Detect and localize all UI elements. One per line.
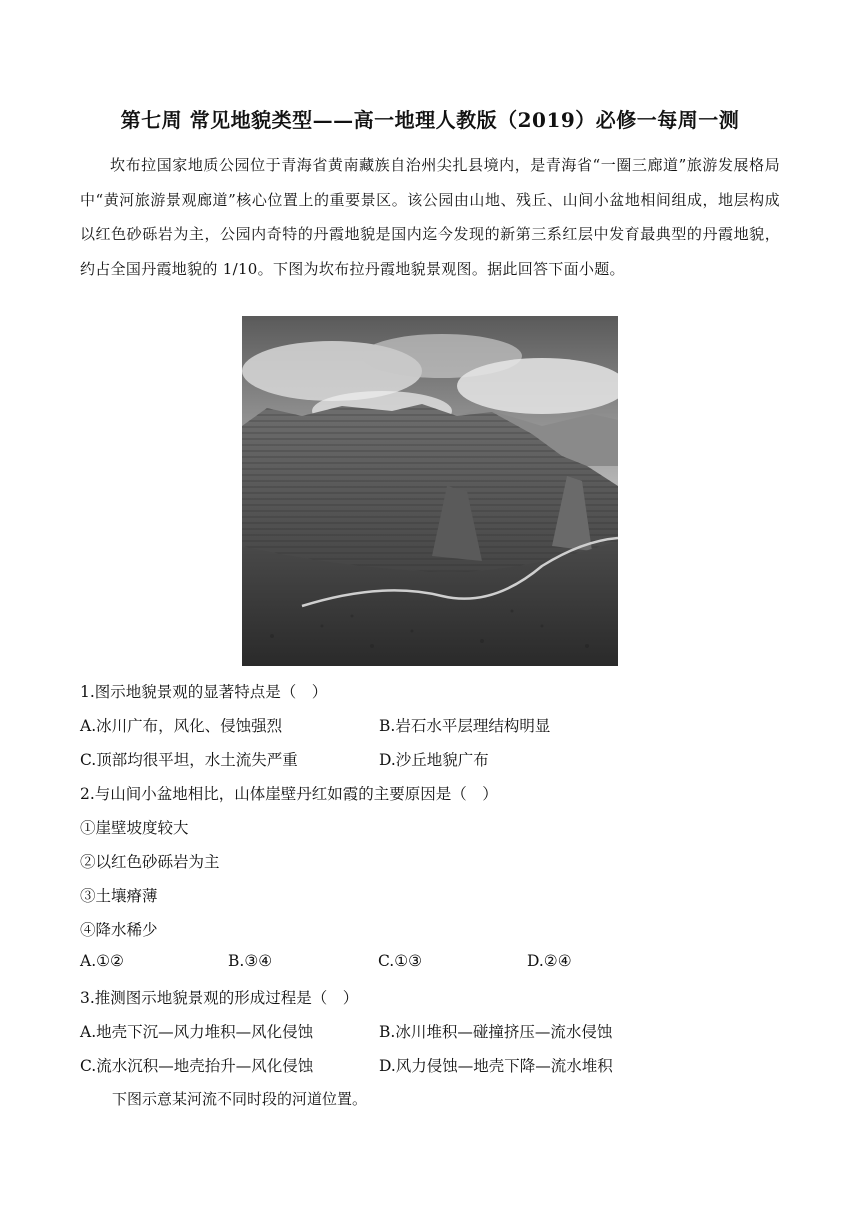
question-3-option-b: B.冰川堆积—碰撞挤压—流水侵蚀 bbox=[379, 1023, 613, 1041]
question-3-option-c: C.流水沉积—地壳抬升—风化侵蚀 bbox=[80, 1057, 314, 1075]
danxia-landscape-photo bbox=[242, 316, 618, 666]
question-2-stem: 2.与山间小盆地相比，山体崖壁丹红如霞的主要原因是（ ） bbox=[80, 785, 498, 803]
question-2-item-1: ①崖壁坡度较大 bbox=[80, 819, 189, 837]
question-2-option-a: A.①② bbox=[80, 952, 124, 970]
question-3-stem: 3.推测图示地貌景观的形成过程是（ ） bbox=[80, 989, 359, 1007]
question-2-item-3: ③土壤瘠薄 bbox=[80, 887, 158, 905]
question-1-option-b: B.岩石水平层理结构明显 bbox=[379, 717, 551, 735]
question-1-option-d: D.沙丘地貌广布 bbox=[379, 751, 489, 769]
question-2-option-b: B.③④ bbox=[228, 952, 273, 970]
question-2-item-4: ④降水稀少 bbox=[80, 921, 158, 939]
question-2-option-d: D.②④ bbox=[527, 952, 572, 970]
intro-paragraph: 坎布拉国家地质公园位于青海省黄南藏族自治州尖扎县境内，是青海省“一圈三廊道”旅游发展格局中“黄河旅游景观廊道”核心位置上的重要景区。该公园由山地、残丘、山间小盆地相间组成，地层构成以红色砂砾岩为主，公园内奇特的丹霞地貌是国内迄今发现的新第三系红层中发育最典型的丹霞地貌，约占全国丹霞地貌的 1/10。下图为坎布拉丹霞地貌景观图。据此回答下面小题。 bbox=[80, 156, 780, 278]
page-title: 第七周 常见地貌类型——高一地理人教版（2019）必修一每周一测 bbox=[120, 108, 740, 132]
next-section-intro: 下图示意某河流不同时段的河道位置。 bbox=[112, 1090, 368, 1108]
question-1-option-c: C.顶部均很平坦，水土流失严重 bbox=[80, 751, 298, 769]
question-1-stem: 1.图示地貌景观的显著特点是（ ） bbox=[80, 683, 328, 701]
question-2-item-2: ②以红色砂砾岩为主 bbox=[80, 853, 220, 871]
question-2-option-c: C.①③ bbox=[378, 952, 423, 970]
question-3-option-a: A.地壳下沉—风力堆积—风化侵蚀 bbox=[80, 1023, 314, 1041]
question-3-option-d: D.风力侵蚀—地壳下降—流水堆积 bbox=[379, 1057, 613, 1075]
question-1-option-a: A.冰川广布，风化、侵蚀强烈 bbox=[80, 717, 283, 735]
